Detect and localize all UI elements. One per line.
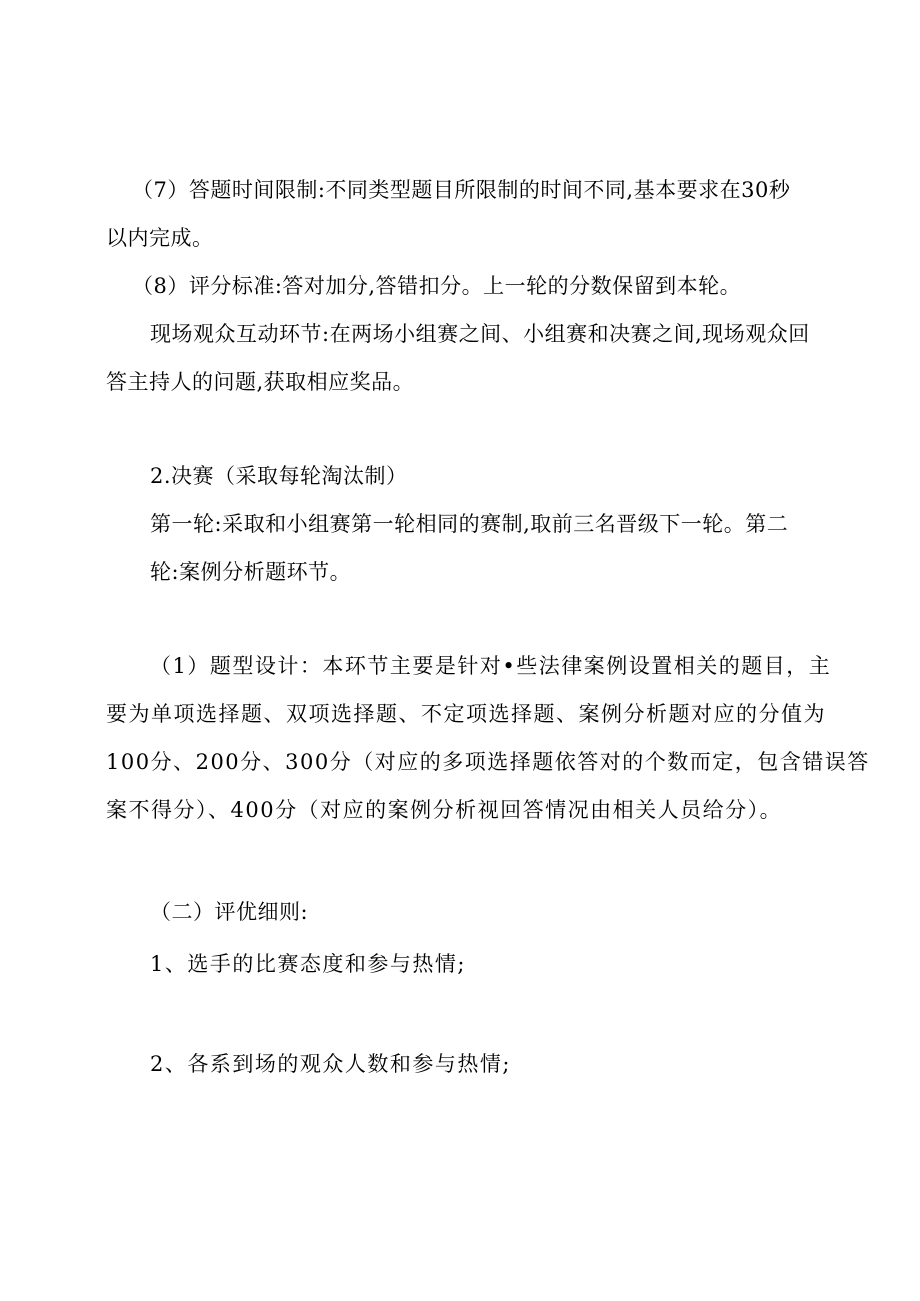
rule-7-time-limit-line2: 以内完成。 <box>106 226 214 250</box>
rule-8-scoring: （8）评分标准:答对加分,答错扣分。上一轮的分数保留到本轮。 <box>132 274 742 298</box>
final-round-one-line1: 第一轮:采取和小组赛第一轮相同的赛制,取前三名晋级下一轮。第二 <box>150 512 789 536</box>
evaluation-item-2: 2、各系到场的观众人数和参与热情; <box>150 1052 511 1076</box>
question-design-line1: （1）题型设计：本环节主要是针对•些法律案例设置相关的题目，主 <box>150 654 832 678</box>
section-final-heading: 2.决赛（采取每轮淘汰制） <box>150 464 408 488</box>
question-design-line3: 100分、200分、300分（对应的多项选择题依答对的个数而定，包含错误答 <box>106 750 870 774</box>
question-design-line4: 案不得分）、400分（对应的案例分析视回答情况由相关人员给分）。 <box>106 798 783 822</box>
question-design-line2: 要为单项选择题、双项选择题、不定项选择题、案例分析题对应的分值为 <box>106 702 826 726</box>
audience-interaction-line2: 答主持人的问题,获取相应奖品。 <box>106 370 415 394</box>
evaluation-item-1: 1、选手的比赛态度和参与热情; <box>150 952 466 976</box>
final-round-one-line2: 轮:案例分析题环节。 <box>150 560 352 584</box>
rule-7-time-limit-line1: （7）答题时间限制:不同类型题目所限制的时间不同,基本要求在30秒 <box>132 178 791 202</box>
section-evaluation-heading: （二）评优细则: <box>150 900 309 924</box>
audience-interaction-line1: 现场观众互动环节:在两场小组赛之间、小组赛和决赛之间,现场观众回 <box>150 322 810 346</box>
